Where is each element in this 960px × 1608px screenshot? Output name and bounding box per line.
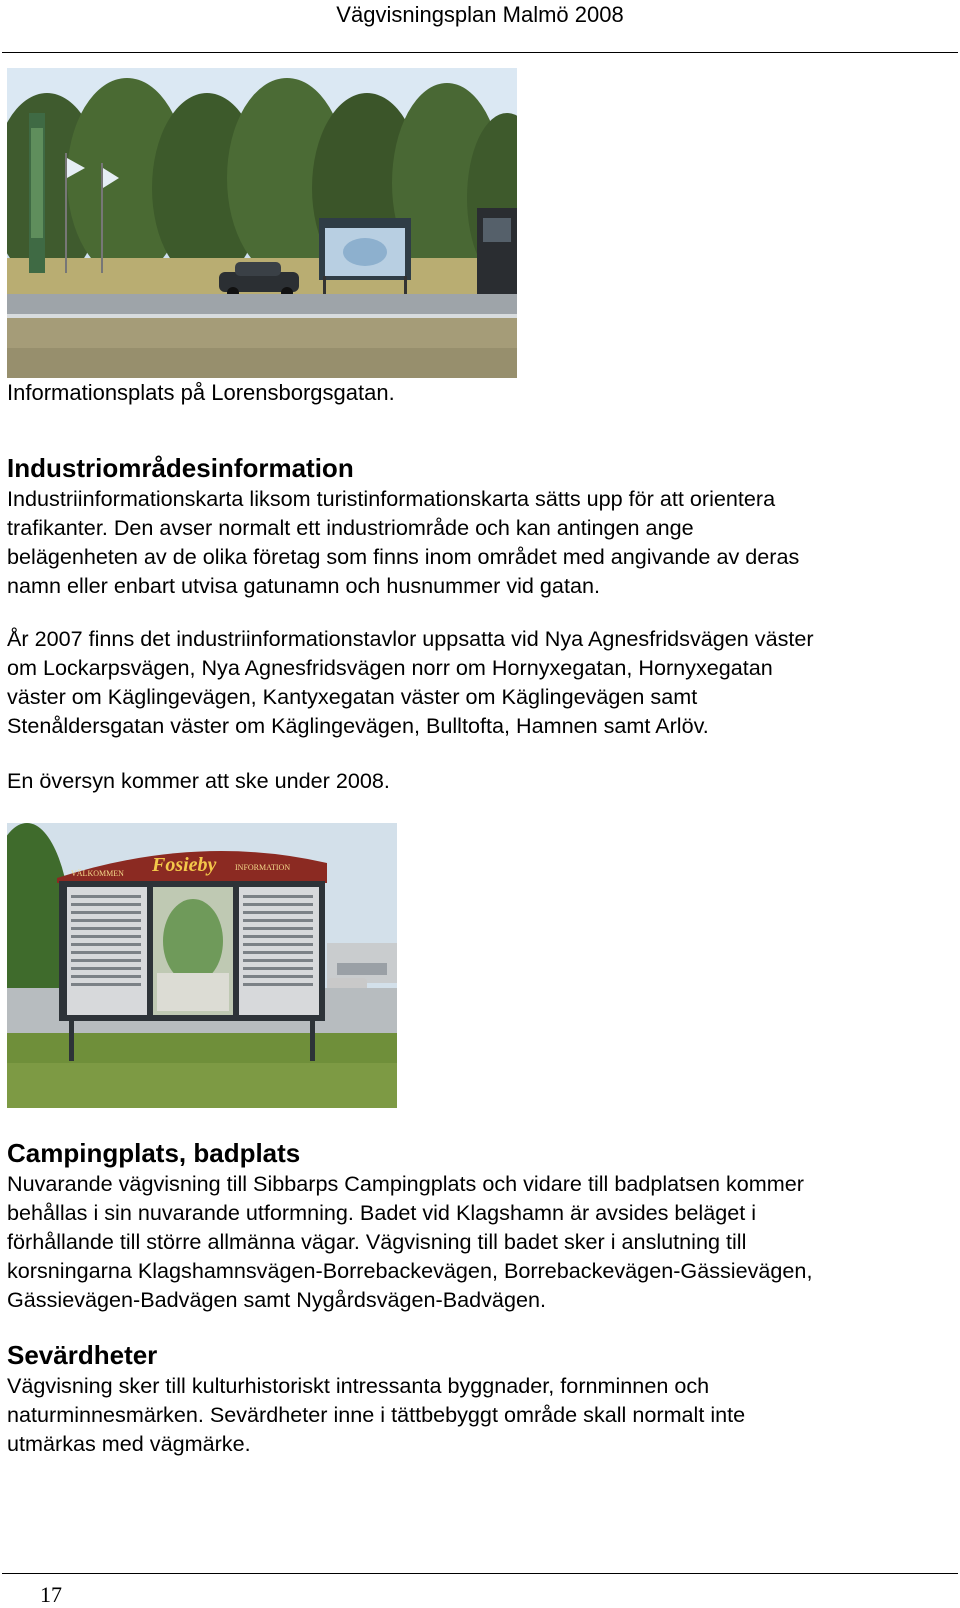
- sign-center-text: Fosieby: [152, 854, 217, 876]
- section-heading-sights: Sevärdheter: [7, 1340, 158, 1370]
- paragraph-sights: Vägvisning sker till kulturhistoriskt intressanta byggnader, fornminnen och naturminnesmärken. Sevärdheter inne i tättbebyggt område skall normalt inte utmärkas med vägmärke.: [7, 1373, 746, 1456]
- photo-information-board-scene: [7, 823, 397, 1108]
- section-heading-industrial: Industriområdesinformation: [7, 453, 354, 483]
- photo-fosieby-board: [7, 823, 397, 1108]
- paragraph-industrial-1: Industriinformationskarta liksom turistinformationskarta sätts upp för att orientera trafikanter. Den avser normalt ett industriområde och kan antingen ange belägenheten av de olika företag som finns inom området med angivande av deras namn eller enbart utvisa gatunamn och husnummer vid gatan.: [7, 486, 800, 598]
- header-rule: [2, 52, 958, 53]
- photo-caption: Informationsplats på Lorensborgsgatan.: [7, 380, 395, 405]
- photo-roadside-scene: [7, 68, 517, 378]
- sign-left-text: VÄLKOMMEN: [71, 869, 124, 878]
- photo-information-point: [7, 68, 517, 378]
- paragraph-industrial-2: År 2007 finns det industriinformationstavlor uppsatta vid Nya Agnesfridsvägen väster om Lockarpsvägen, Nya Agnesfridsvägen norr om Hornyxegatan, Hornyxegatan väster om Käglingevägen, Kantyxegatan väster om Käglingevägen samt Stenåldersgatan väster om Käglingevägen, Bulltofta, Hamnen samt Arlöv.: [7, 626, 814, 738]
- sign-right-text: INFORMATION: [235, 863, 291, 872]
- paragraph-industrial-3: En översyn kommer att ske under 2008.: [7, 768, 390, 793]
- section-heading-camping: Campingplats, badplats: [7, 1138, 301, 1168]
- page-number: 17: [40, 1582, 62, 1607]
- footer-rule: [2, 1573, 958, 1574]
- paragraph-camping: Nuvarande vägvisning till Sibbarps Campingplats och vidare till badplatsen kommer behållas i sin nuvarande utformning. Badet vid Klagshamn är avsides beläget i förhållande till större allmänna vägar. Vägvisning till badet sker i anslutning till korsningarna Klagshamnsvägen-Borrebackevägen, Borrebackevägen-Gässievägen, Gässievägen-Badvägen samt Nygårdsvägen-Badvägen.: [7, 1171, 813, 1312]
- page-header: Vägvisningsplan Malmö 2008: [336, 2, 624, 27]
